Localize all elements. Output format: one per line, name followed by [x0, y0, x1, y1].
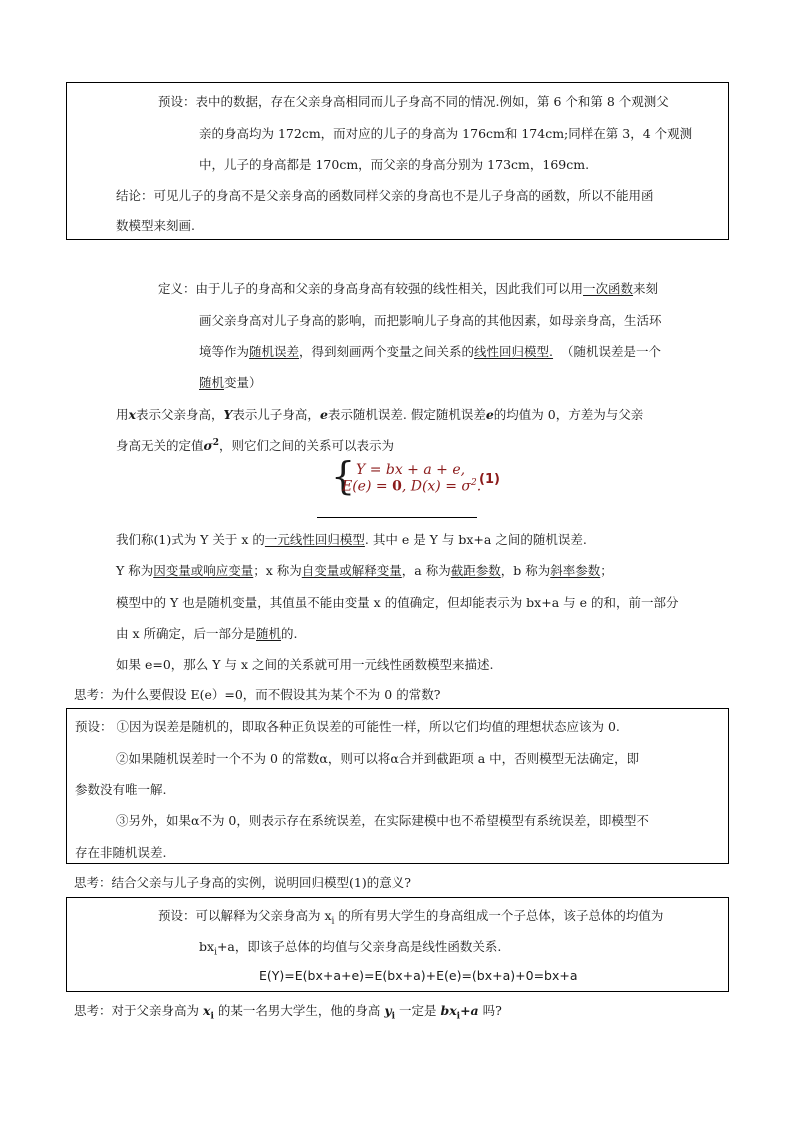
definition-text-f: 变量）: [224, 375, 262, 390]
vars-text-g: ，则它们之间的关系可以表示为: [219, 438, 395, 453]
definition-term-linear-function: 一次函数: [583, 281, 634, 296]
var-x: x: [128, 407, 136, 422]
think3-text-b: 的某一名男大学生，他的身高: [213, 1003, 385, 1018]
box1-line-3: 中，儿子的身高都是 170cm，而父亲的身高分别为 173cm，169cm.: [199, 157, 590, 172]
think3-text-c: 一定是: [395, 1003, 441, 1018]
model-text-e: ，a 称为: [401, 563, 451, 578]
model-line-4: [116, 624, 298, 642]
model-text-i: 的.: [281, 626, 298, 641]
formula-row2-d: .: [476, 478, 482, 495]
model-text-c: Y 称为: [116, 563, 154, 578]
think3-plus-a: +a: [460, 1003, 479, 1018]
var-e: e: [319, 407, 328, 422]
model-term-linear-regression: 一元线性回归模型: [264, 532, 365, 547]
box2-line-1: 预设： ①因为误差是随机的，即取各种正负误差的可能性一样，所以它们均值的理想状态应该为 0.: [75, 719, 620, 734]
model-term-slope: 斜率参数: [550, 563, 601, 578]
model-text-b: . 其中 e 是 Y 与 bx+a 之间的随机误差.: [364, 532, 587, 547]
formula-row2-c: , D(x) = σ: [401, 478, 471, 495]
model-text-h: 由 x 所确定，后一部分是: [116, 626, 256, 641]
model-line-2: [116, 561, 613, 579]
definition-text-e: （随机误差是一个: [560, 344, 661, 359]
definition-term-random: 随机: [199, 375, 225, 390]
var-sigma-exponent: 2: [212, 437, 219, 448]
box3-text-c: bx: [199, 939, 215, 954]
definition-line-3: [199, 342, 661, 360]
box1-line-1: 预设：表中的数据，存在父亲身高相同而儿子身高不同的情况.例如，第 6 个和第 8 个观测父: [158, 94, 669, 109]
think3-bx-sub: i: [456, 1011, 461, 1022]
box3-text-d: +a，即该子总体的均值与父亲身高是线性函数关系.: [216, 939, 502, 954]
vars-text-c: 表示儿子身高，: [232, 407, 320, 422]
box3-sub-i: i: [331, 916, 335, 927]
box3-sub-i-2: i: [214, 947, 217, 958]
variables-line-2: [116, 436, 394, 454]
think3-text-e: 吗?: [478, 1003, 502, 1018]
definition-text-d: ，得到刻画两个变量之间关系的: [299, 344, 475, 359]
model-line-5: 如果 e=0，那么 Y 与 x 之间的关系就可用一元线性函数模型来描述.: [116, 657, 494, 672]
definition-text-b: 来刻: [633, 281, 659, 296]
variables-line-1: [116, 405, 643, 423]
section-divider: [317, 517, 477, 518]
box2-line-5: 存在非随机误差.: [75, 845, 167, 860]
model-text-f: ，b 称为: [500, 563, 551, 578]
formula-row2-a: E(e) =: [342, 478, 393, 495]
model-line-3: 模型中的 Y 也是随机变量，其值虽不能由变量 x 的值确定，但却能表示为 bx+a 与 e 的和，前一部分: [116, 595, 679, 610]
formula-row-1: Y = bx + a + e,: [356, 462, 466, 478]
box3-text-b: 的所有男大学生的身高组成一个子总体，该子总体的均值为: [334, 908, 664, 923]
think3-x: x: [202, 1003, 211, 1018]
box3-text-a: 预设：可以解释为父亲身高为 x: [158, 908, 332, 923]
model-term-dependent: 因变量或响应变量: [153, 563, 254, 578]
box1-line-4: 结论：可见儿子的身高不是父亲身高的函数同样父亲的身高也不是儿子身高的函数，所以不能用函: [116, 188, 654, 203]
think-question-3: [74, 1001, 502, 1022]
box2-line-4: ③另外，如果α不为 0，则表示存在系统误差，在实际建模中也不希望模型有系统误差，即模型不: [116, 813, 649, 828]
definition-term-regression-model: 线性回归模型.: [474, 344, 554, 359]
box3-line-1: [158, 906, 663, 927]
model-text-a: 我们称(1)式为 Y 关于 x 的: [116, 532, 265, 547]
think3-x-sub: i: [210, 1011, 214, 1022]
definition-line-2: 画父亲身高对儿子身高的影响，而把影响儿子身高的其他因素，如母亲身高，生活环: [199, 313, 662, 328]
var-e-2: e: [485, 407, 494, 422]
var-sigma: σ: [203, 438, 213, 453]
definition-text-c: 境等作为: [199, 344, 250, 359]
think3-y-sub: i: [391, 1011, 395, 1022]
formula-tag: (1): [479, 472, 500, 487]
box2-line-2: ②如果随机误差时一个不为 0 的常数α，则可以将α合并到截距项 a 中，否则模型无法确定，即: [116, 751, 640, 766]
formula-row2-zero: 0: [392, 478, 402, 495]
think3-bx: bx: [440, 1003, 457, 1018]
box3-expectation-formula: E(Y)=E(bx+a+e)=E(bx+a)+E(e)=(bx+a)+0=bx+a: [259, 968, 578, 983]
think-question-1: 思考：为什么要假设 E(e）=0，而不假设其为某个不为 0 的常数?: [74, 687, 441, 702]
box1-line-2: 亲的身高均为 172cm，而对应的儿子的身高为 176cm和 174cm;同样在第 3，4 个观测: [199, 126, 693, 141]
vars-text-d: 表示随机误差. 假定随机误差: [327, 407, 486, 422]
formula-row2-exp: 2: [470, 478, 477, 488]
model-line-1: [116, 530, 587, 548]
definition-line-1: [158, 279, 658, 297]
think-question-2: 思考：结合父亲与儿子身高的实例，说明回归模型(1)的意义?: [74, 875, 411, 890]
var-Y: Y: [223, 407, 233, 422]
formula-row-2: [342, 478, 481, 495]
vars-text-f: 身高无关的定值: [116, 438, 204, 453]
box1-line-5: 数模型来刻画.: [116, 218, 195, 233]
model-text-d: ；x 称为: [253, 563, 302, 578]
box3-line-2: [199, 937, 501, 958]
definition-text-a: 定义：由于儿子的身高和父亲的身高身高有较强的线性相关，因此我们可以用: [158, 281, 584, 296]
vars-text-e: 的均值为 0，方差为与父亲: [493, 407, 644, 422]
model-term-intercept: 截距参数: [450, 563, 501, 578]
box2-line-3: 参数没有唯一解.: [75, 782, 167, 797]
model-term-independent: 自变量或解释变量: [301, 563, 402, 578]
definition-term-random-error: 随机误差: [249, 344, 300, 359]
think3-text-a: 思考：对于父亲身高为: [74, 1003, 203, 1018]
think3-y: y: [384, 1003, 392, 1018]
formula-brace: {: [331, 454, 356, 498]
vars-text-a: 用: [116, 407, 129, 422]
model-term-random: 随机: [256, 626, 282, 641]
vars-text-b: 表示父亲身高，: [135, 407, 224, 422]
model-text-g: ；: [600, 563, 613, 578]
definition-line-4: [199, 373, 262, 391]
